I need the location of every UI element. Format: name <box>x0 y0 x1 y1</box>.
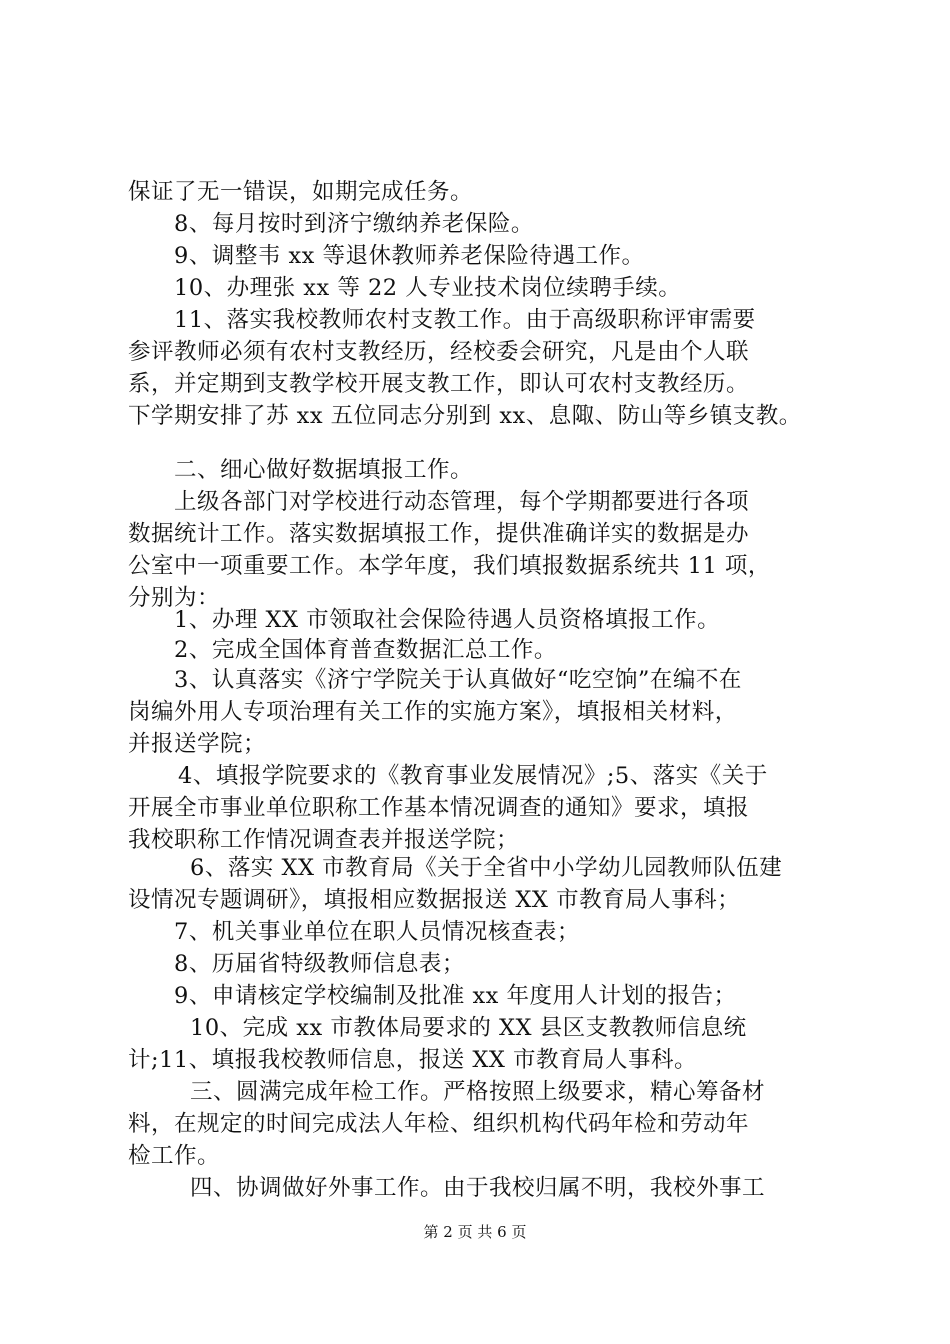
text-line: 并报送学院； <box>128 731 267 757</box>
text-line: 下学期安排了苏 xx 五位同志分别到 xx、息陬、防山等乡镇支教。 <box>128 403 802 429</box>
text-line: 10、办理张 xx 等 22 人专业技术岗位续聘手续。 <box>174 275 682 301</box>
text-line: 料，在规定的时间完成法人年检、组织机构代码年检和劳动年 <box>128 1111 750 1137</box>
text-line: 开展全市事业单位职称工作基本情况调查的通知》要求，填报 <box>128 795 750 821</box>
text-line: 计;11、填报我校教师信息，报送 XX 市教育局人事科。 <box>128 1047 698 1073</box>
text-line: 2、完成全国体育普查数据汇总工作。 <box>174 637 557 663</box>
text-line: 10、完成 xx 市教体局要求的 XX 县区支教教师信息统 <box>190 1015 747 1041</box>
text-line: 4、填报学院要求的《教育事业发展情况》;5、落实《关于 <box>178 763 768 789</box>
text-line: 8、历届省特级教师信息表； <box>174 951 465 977</box>
section-heading: 三、圆满完成年检工作。严格按照上级要求，精心筹备材 <box>190 1079 766 1105</box>
text-line: 上级各部门对学校进行动态管理，每个学期都要进行各项 <box>174 489 750 515</box>
text-line: 设情况专题调研》，填报相应数据报送 XX 市教育局人事科； <box>128 887 741 913</box>
text-line: 系，并定期到支教学校开展支教工作，即认可农村支教经历。 <box>128 371 750 397</box>
text-line: 分别为： <box>128 585 221 611</box>
text-line: 7、机关事业单位在职人员情况核查表； <box>174 919 580 945</box>
text-line: 6、落实 XX 市教育局《关于全省中小学幼儿园教师队伍建 <box>190 855 783 881</box>
text-line: 1、办理 XX 市领取社会保险待遇人员资格填报工作。 <box>174 607 721 633</box>
text-line: 8、每月按时到济宁缴纳养老保险。 <box>174 211 534 237</box>
page-number-footer: 第 2 页 共 6 页 <box>423 1223 527 1241</box>
section-heading: 二、细心做好数据填报工作。 <box>174 457 474 483</box>
text-line: 9、调整韦 xx 等退休教师养老保险待遇工作。 <box>174 243 645 269</box>
text-line: 11、落实我校教师农村支教工作。由于高级职称评审需要 <box>174 307 756 333</box>
text-line: 岗编外用人专项治理有关工作的实施方案》，填报相关材料， <box>128 699 738 725</box>
text-line: 9、申请核定学校编制及批准 xx 年度用人计划的报告； <box>174 983 737 1009</box>
text-line: 公室中一项重要工作。本学年度，我们填报数据系统共 11 项， <box>128 553 771 579</box>
text-line: 数据统计工作。落实数据填报工作，提供准确详实的数据是办 <box>128 521 750 547</box>
text-line: 我校职称工作情况调查表并报送学院； <box>128 827 520 853</box>
text-line: 参评教师必须有农村支教经历，经校委会研究，凡是由个人联 <box>128 339 750 365</box>
text-line: 3、认真落实《济宁学院关于认真做好“吃空饷”在编不在 <box>174 667 742 693</box>
section-heading: 四、协调做好外事工作。由于我校归属不明，我校外事工 <box>190 1175 766 1201</box>
text-line: 检工作。 <box>128 1143 221 1169</box>
text-line: 保证了无一错误，如期完成任务。 <box>128 179 474 205</box>
